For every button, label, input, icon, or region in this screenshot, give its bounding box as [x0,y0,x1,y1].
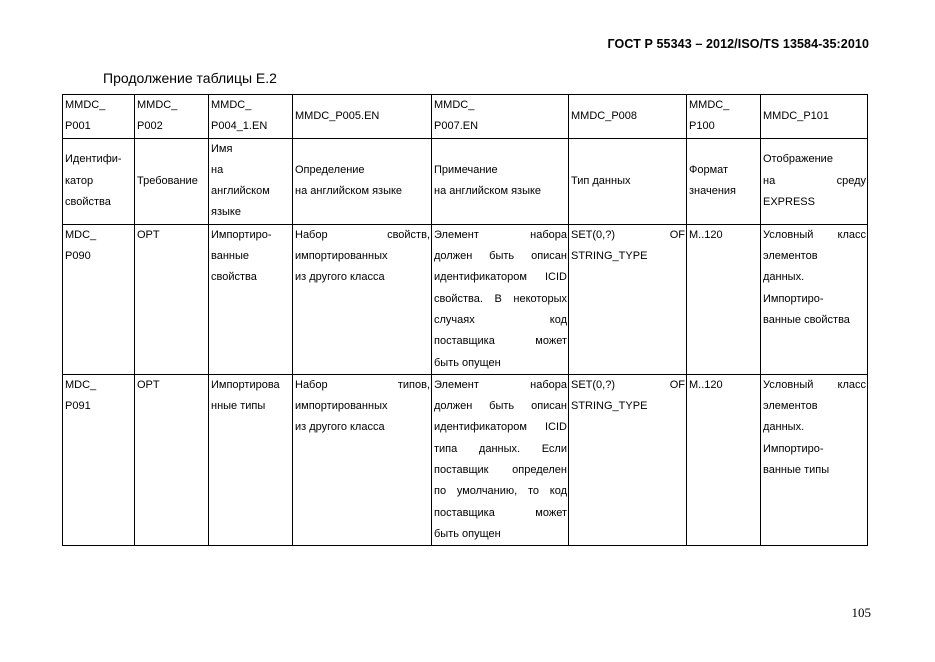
requirement-cell: OPT [135,374,209,545]
standard-designation: ГОСТ Р 55343 – 2012/ISO/TS 13584-35:2010 [607,37,869,51]
name-cell: Импортирова нные типы [209,374,293,545]
header-code-cell: MMDC_ P100 [687,95,761,139]
name-cell: Импортиро- ванные свойства [209,224,293,374]
header-codes-row [63,95,868,139]
page-number: 105 [851,605,871,620]
header-names-row [63,138,868,224]
data-type-cell: SET(0,?) OF STRING_TYPE [569,224,687,374]
header-name-cell: Идентифи- катор свойства [63,138,135,224]
format-cell: M..120 [687,224,761,374]
format-cell: M..120 [687,374,761,545]
header-code-cell: MMDC_ P004_1.EN [209,95,293,139]
table-row [63,374,868,545]
data-type-cell: SET(0,?) OF STRING_TYPE [569,374,687,545]
header-name-cell: Определение на английском языке [293,138,432,224]
id-cell: MDC_ P090 [63,224,135,374]
definition-cell: Набор типов, импортированных из другого класса [293,374,432,545]
table-caption: Продолжение таблицы Е.2 [103,70,277,86]
header-name-cell: Требование [135,138,209,224]
header-code-cell: MMDC_P005.EN [293,95,432,139]
header-code-cell: MMDC_P008 [569,95,687,139]
header-name-cell: Примечание на английском языке [432,138,569,224]
header-name-cell: Тип данных [569,138,687,224]
express-cell: Условный класс элементов данных. Импортиро- ванные типы [761,374,868,545]
header-name-cell: Отображение на среду EXPRESS [761,138,868,224]
express-cell: Условный класс элементов данных. Импортиро- ванные свойства [761,224,868,374]
definition-cell: Набор свойств, импортированных из другого класса [293,224,432,374]
note-cell: Элемент набора должен быть описан идентификатором ICID свойства. В некоторых случаях код поставщика может быть опущен [432,224,569,374]
header-code-cell: MMDC_ P002 [135,95,209,139]
note-cell: Элемент набора должен быть описан идентификатором ICID типа данных. Если поставщик определен по умолчанию, то код поставщика может быть опущен [432,374,569,545]
header-code-cell: MMDC_P101 [761,95,868,139]
header-name-cell: Формат значения [687,138,761,224]
header-name-cell: Имя на английском языке [209,138,293,224]
header-code-cell: MMDC_ P001 [63,95,135,139]
requirement-cell: OPT [135,224,209,374]
specification-table [62,94,868,546]
id-cell: MDC_ P091 [63,374,135,545]
header-code-cell: MMDC_ P007.EN [432,95,569,139]
table-row [63,224,868,374]
